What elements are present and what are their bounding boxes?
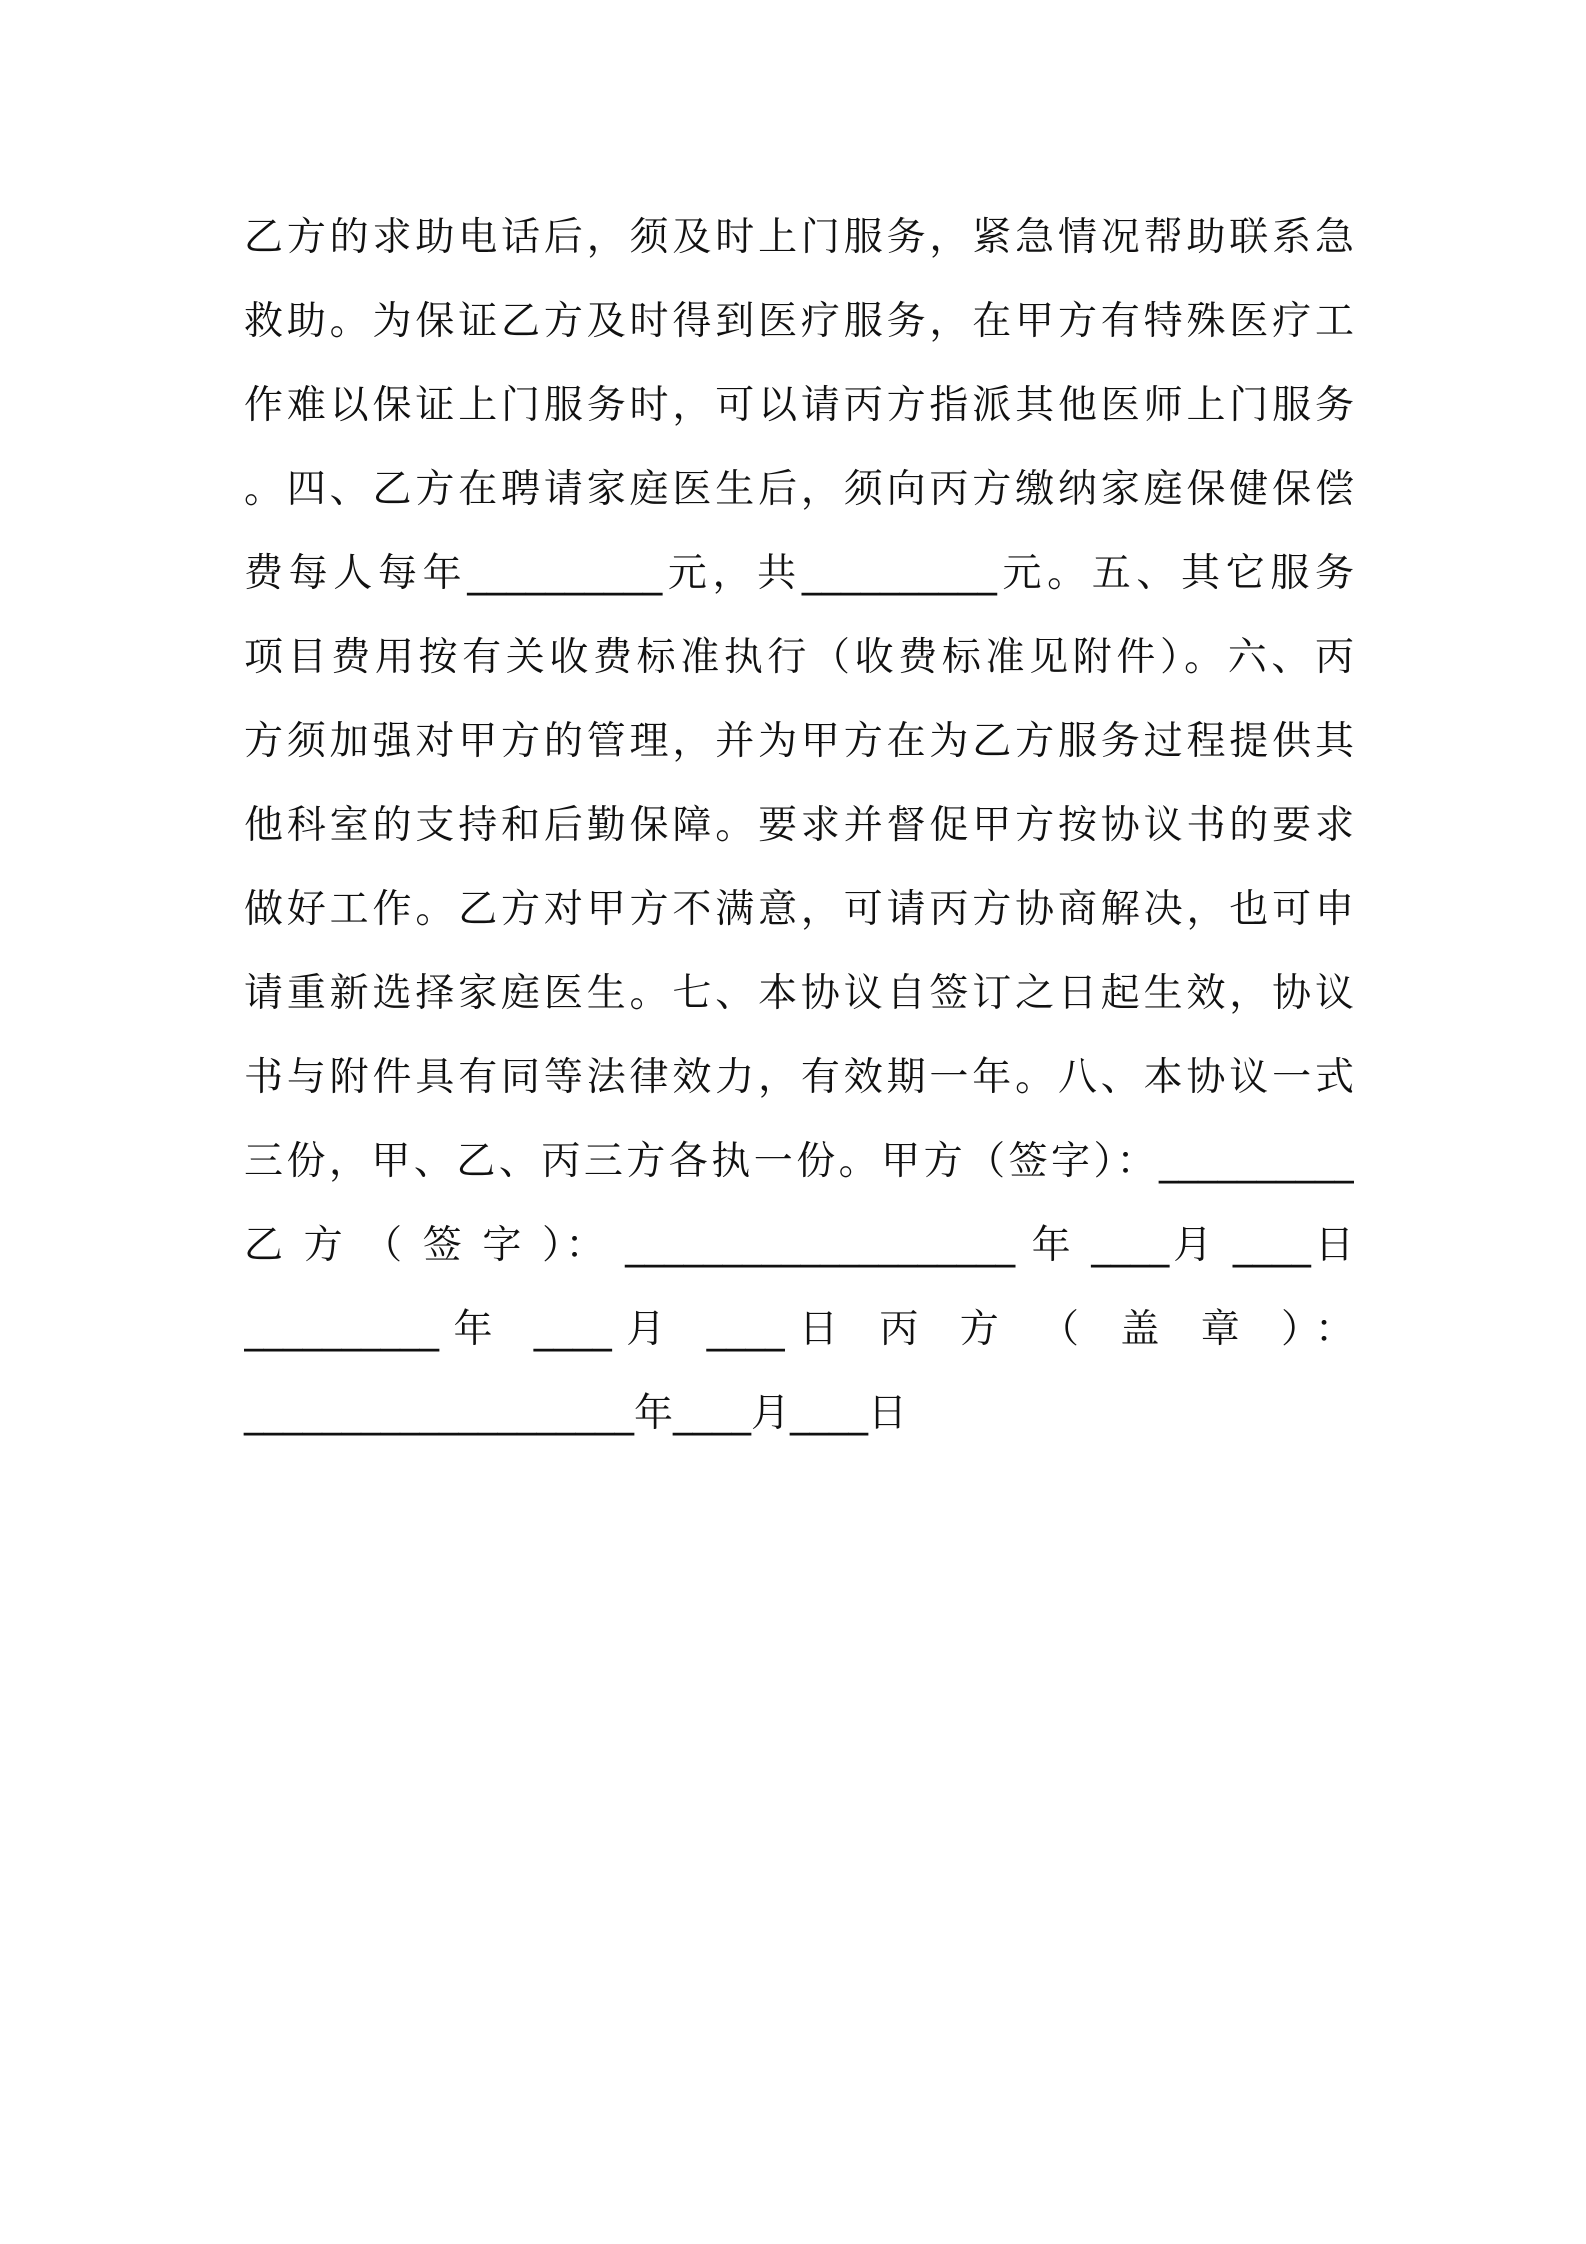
- party-a-signature-line: 三份，甲、乙、丙三方各执一份。甲方（签字）：__________: [244, 1139, 1354, 1184]
- paragraph-line-6: 项目费用按有关收费标准执行（收费标准见附件）。六、丙: [244, 635, 1354, 680]
- party-c-date-line: ____________________年____月____日: [244, 1391, 907, 1436]
- fee-line: 费每人每年__________元，共__________元。五、其它服务: [244, 551, 1354, 596]
- paragraph-line-1: 乙方的求助电话后，须及时上门服务，紧急情况帮助联系急: [244, 215, 1354, 260]
- party-b-signature-line: 乙 方 （ 签 字 ）： ____________________ 年 ____月 ____日: [244, 1223, 1354, 1268]
- party-c-seal-line: __________年 ____月 ____日 丙 方 （ 盖 章 ）：: [244, 1307, 1354, 1352]
- paragraph-line-11: 书与附件具有同等法律效力，有效期一年。八、本协议一式: [244, 1055, 1354, 1100]
- paragraph-line-4: 。四、乙方在聘请家庭医生后，须向丙方缴纳家庭保健保偿: [244, 467, 1354, 512]
- paragraph-line-3: 作难以保证上门服务时，可以请丙方指派其他医师上门服务: [244, 383, 1354, 428]
- paragraph-line-8: 他科室的支持和后勤保障。要求并督促甲方按协议书的要求: [244, 803, 1354, 848]
- paragraph-line-9: 做好工作。乙方对甲方不满意，可请丙方协商解决，也可申: [244, 887, 1354, 932]
- paragraph-line-10: 请重新选择家庭医生。七、本协议自签订之日起生效，协议: [244, 971, 1354, 1016]
- paragraph-line-7: 方须加强对甲方的管理，并为甲方在为乙方服务过程提供其: [244, 719, 1354, 764]
- paragraph-line-2: 救助。为保证乙方及时得到医疗服务，在甲方有特殊医疗工: [244, 299, 1354, 344]
- agreement-text-block: [244, 196, 1354, 1456]
